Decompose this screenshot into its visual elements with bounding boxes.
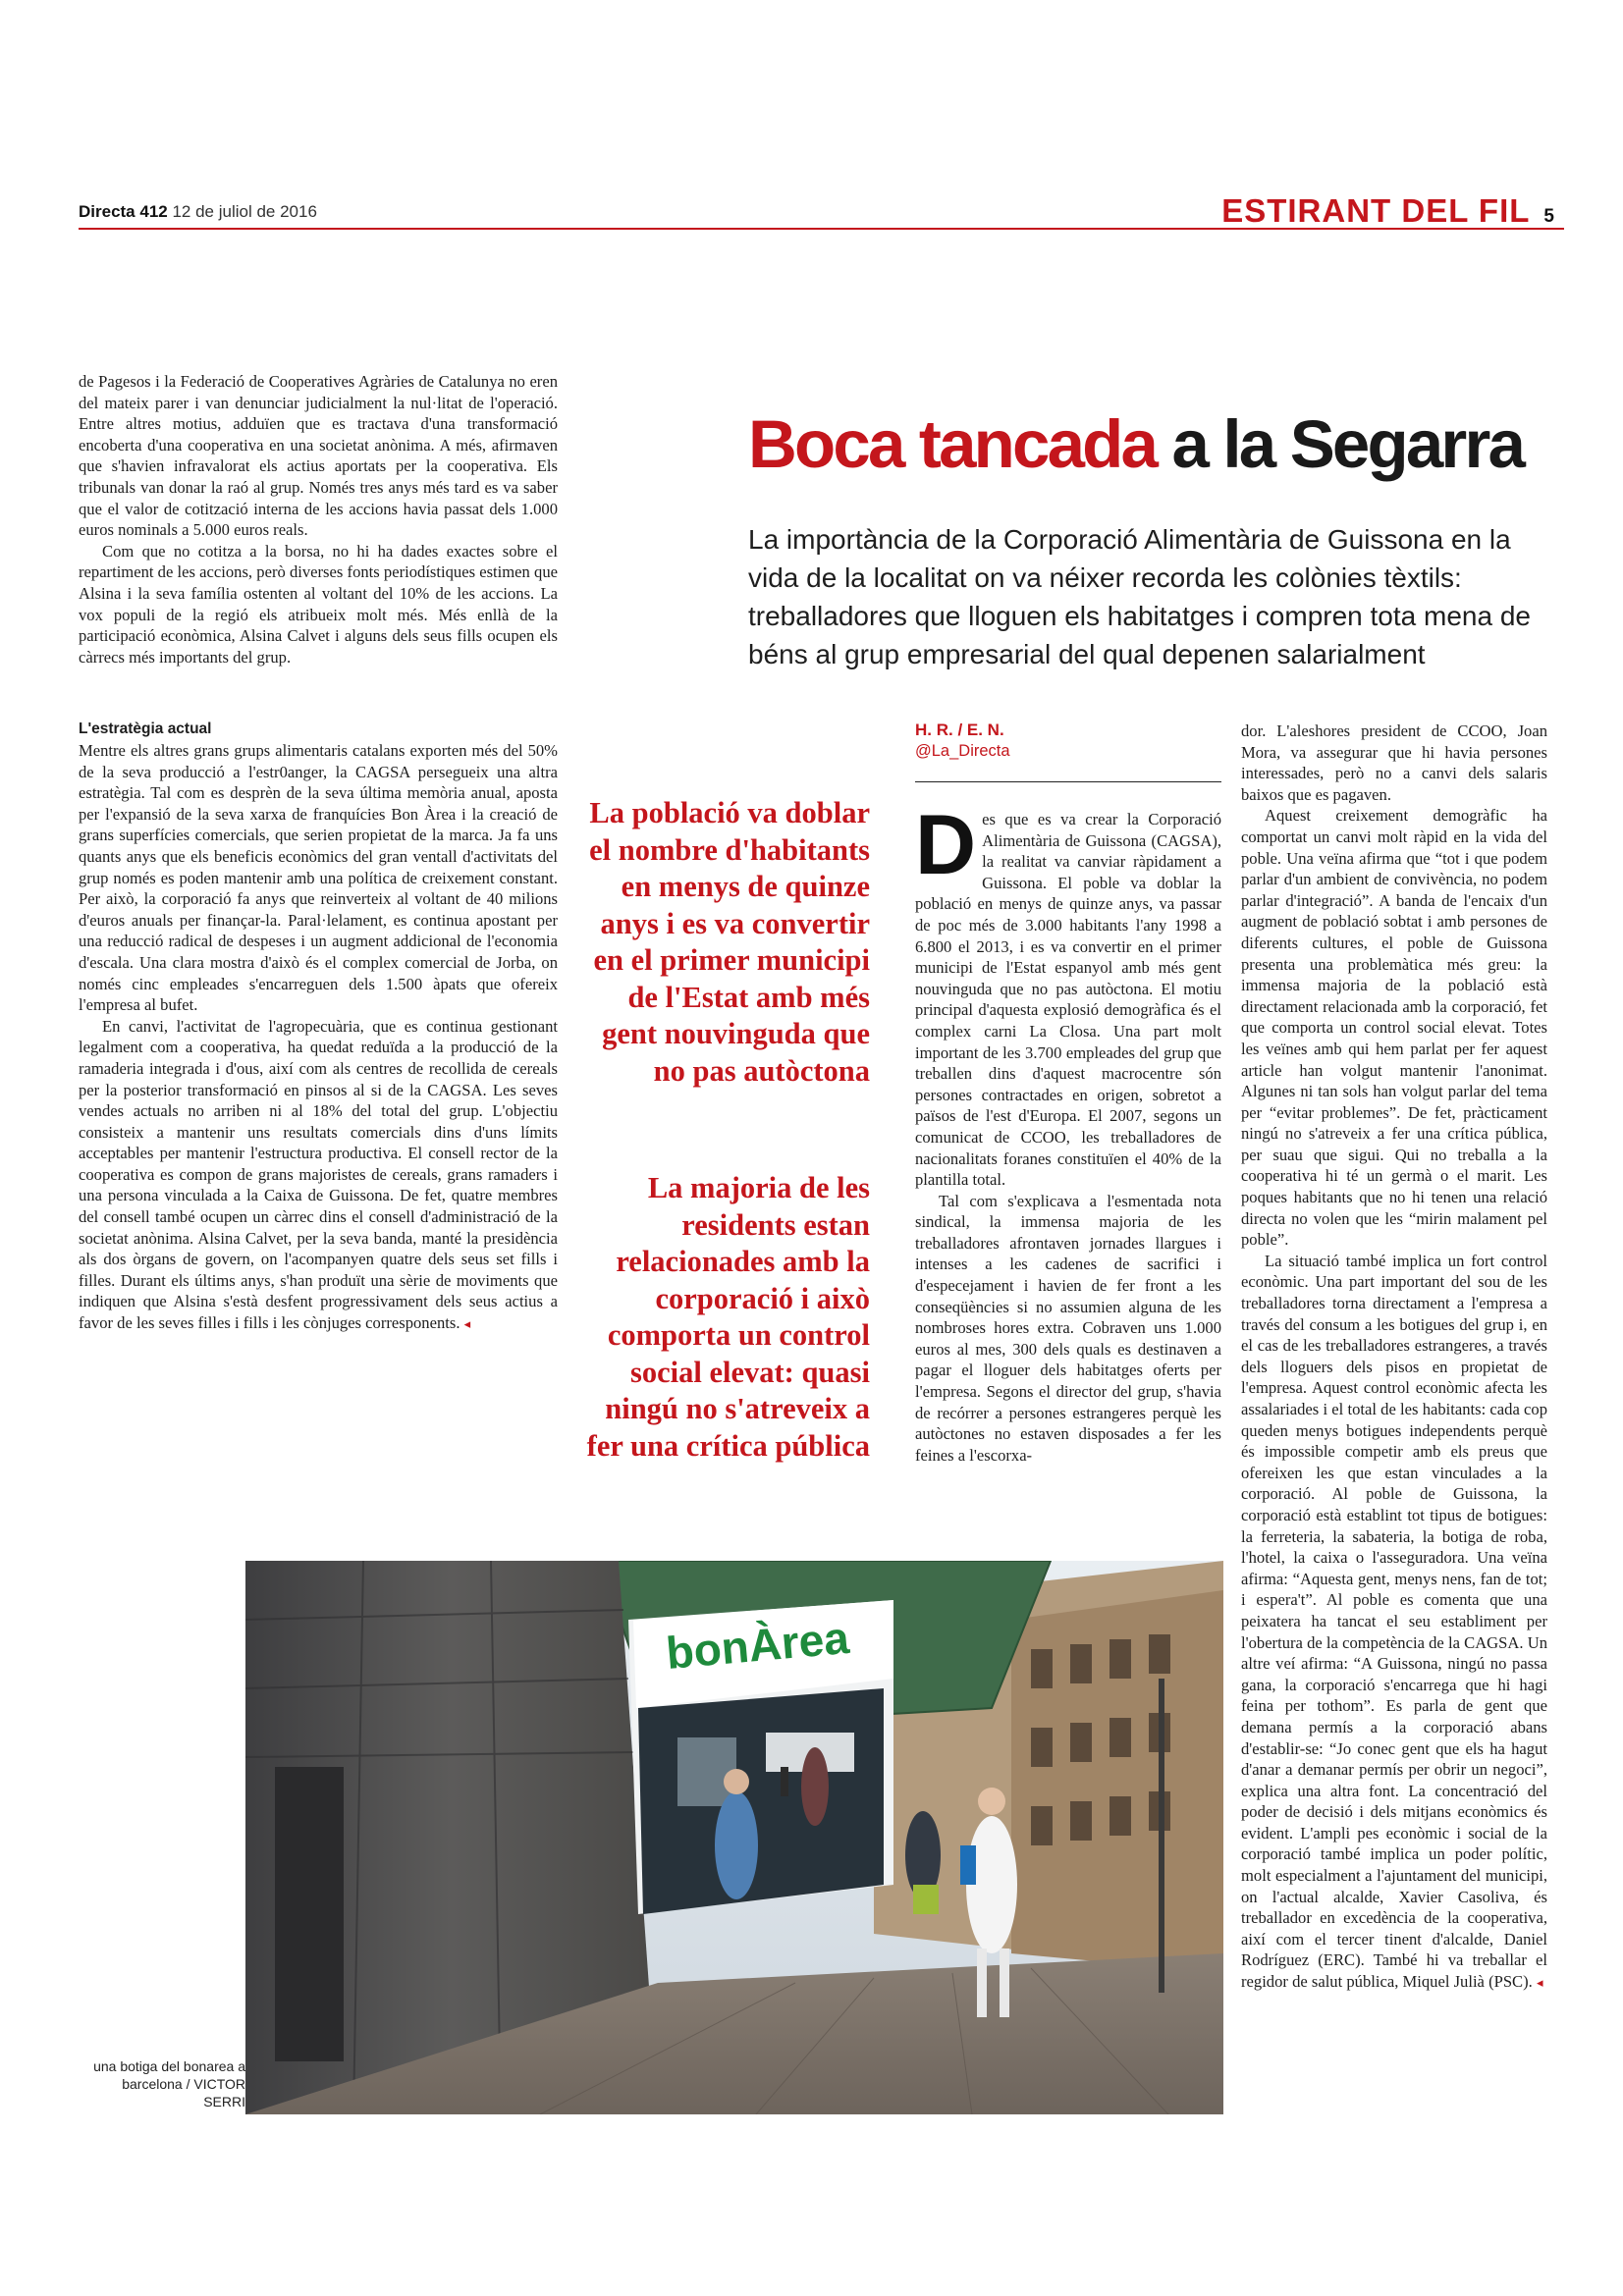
standfirst: La importància de la Corporació Alimentària de Guissona en la vida de la localitat on va néixer recorda les colònies tèxtils: treballadores que lloguen els habitatges i compren tota mena de béns al grup empresarial del qual depenen salarialment (748, 524, 1531, 669)
paragraph: Mentre els altres grans grups alimentaris catalans exporten més del 50% de la seva producció a l'estr0anger, la CAGSA persegueix una altra estratègia. Tal com es desprèn de la seva última memòria anual, aposta per l'expansió de la seva xarxa de franquícies Bon Àrea i la creació de grans superfícies comercials, que serien propietat de la marca. Ja fa uns quants anys que els beneficis econòmics del gran ventall d'activitats del grup només es poden mantenir amb una política de creixement constant. Per això, la corporació fa anys que reinverteix al voltant de 40 milions d'euros anuals per finançar-la. Paral·lelament, es continua apostant per una reducció radical de despeses i un augment addicional de l'economia d'escala. Una clara mostra d'això és el complex comercial de Jorba, on només cinc empleades s'encarreguen dels 1.500 àpats que ofereix l'empresa al bufet. (79, 741, 558, 1015)
byline (915, 721, 1010, 761)
store-sign-text: bonÀrea (664, 1611, 851, 1679)
headline-red: Boca tancada (748, 406, 1157, 482)
section-title: ESTIRANT DEL FIL (1221, 192, 1531, 229)
header-rule (79, 228, 1564, 230)
end-mark-icon: ◂ (463, 1316, 471, 1332)
paragraph: La situació també implica un fort control econòmic. Una part important del sou de les treballadores torna directament a l'empresa a través del consum a les botigues del grup i, en el cas de les treballadores estrangeres, a través dels lloguers dels pisos en propietat de l'empresa. Aquest control econòmic afecta les assalariades i el total de les habitants: cada cop queden menys botigues independents perquè és impossible competir amb els preus que ofereixen les que estan vinculades a la corporació. Al poble de Guissona, la corporació està establint tot tipus de botigues: la ferreteria, la sabateria, la botiga de roba, l'hotel, la caixa o l'asseguradora. Una veïna afirma: “Aquesta gent, menys nens, fan de tot; i espera't”. Al poble es comenta que una peixatera ha tancat el seu establiment per l'obertura de la competència de la CAGSA. Un altre veí afirma: “A Guissona, ningú no passa gana, la corporació s'encarrega que hi hagi feina per tothom”. Es parla de gent que demana permís a la corporació abans d'establir-se: “Jo conec gent que els ha hagut d'anar a demanar permís per obrir un negoci”, explica una altra font. La concentració del poder de decisió i dels mitjans econòmics és evident. L'ampli pes econòmic i social de la corporació també implica un poder polític, molt especialment a l'ajuntament del municipi, on l'actual alcalde, Xavier Casoliva, és treballador en excedència de la cooperativa, així com el tercer tinent d'alcalde, Daniel Rodríguez (ERC). També hi va treballar el regidor de salut pública, Miquel Julià (PSC). ◂ (1241, 1251, 1547, 1992)
paragraph: Aquest creixement demogràfic ha comportat un canvi molt ràpid en la vida del poble. Una veïna afirma que “tot i que podem parlar d'un ambient de convivència, no podem parlar d'integració”. A banda de l'encaix d'un augment de població sobtat i amb persones de diferents cultures, el poble de Guissona presenta una problemàtica més greu: la immensa majoria de la població està directament relacionada amb la corporació, fet que comporta un control social elevat. Totes les veïnes amb qui hem parlat per fer aquest article han volgut mantenir l'anonimat. Algunes ni tan sols han volgut parlar del tema per “evitar problemes”. De fet, pràcticament ningú no s'atreveix a fer una crítica pública, per suau que sigui. Qui no treballa a la cooperativa hi té un germà o el marit. Les poques habitants que no hi tenen una relació directa no volen que les “mirin malament pel poble”. (1241, 806, 1547, 1250)
headline-black: a la Segarra (1171, 406, 1524, 482)
column-3 (915, 798, 1221, 1466)
subheading: L'estratègia actual (79, 721, 212, 737)
paragraph: Tal com s'explicava a l'esmentada nota sindical, la immensa majoria de les treballadores afrontaven jornades llargues i intenses a les cadenes de sacrifici i d'especejament i havien de fer front a les conseqüències si no assumien alguna de les nombroses hores extra. Cobraven uns 1.000 euros al mes, 300 dels quals es destinaven a pagar el lloguer dels habitatges oferts per l'empresa. Segons el director del grup, s'havia de recórrer a persones estrangeres perquè les autòctones no estaven disposades a fer les feines a l'escorxa- (915, 1191, 1221, 1465)
page-number: 5 (1543, 206, 1554, 227)
drop-cap: D (915, 798, 977, 892)
byline-rule (915, 781, 1221, 782)
column-4 (1241, 721, 1547, 1994)
byline-handle: @La_Directa (915, 742, 1010, 760)
issue-date: 12 de juliol de 2016 (172, 202, 317, 221)
headline (748, 406, 1524, 482)
paragraph: dor. L'aleshores president de CCOO, Joan Mora, va assegurar que hi havia persones interessades, però no a canvi dels salaris baixos que es pagaven. (1241, 721, 1547, 804)
end-mark-icon: ◂ (1536, 1975, 1543, 1991)
running-header-left (79, 202, 317, 222)
paragraph: En canvi, l'activitat de l'agropecuària, que es continua gestionant legalment com a cooperativa, ha quedat reduïda a la producció de la ramaderia integrada i d'ous, així com als centres de recollida de cereals per la posterior transformació en pinsos al si de la CAGSA. Les seves vendes actuals no arriben ni al 18% del total del grup. L'objectiu consisteix a mantenir uns resultats comercials dins d'uns límits acceptables per mantenir l'estructura productiva. El consell rector de la cooperativa es compon de grans majoristes de cereals, grans ramaders i una persona vinculada a la Caixa de Guissona. De fet, quatre membres del consell també ocupen un càrrec dins el consell d'administració de la societat anònima. Alsina Calvet, per la seva banda, manté la presidència als dos òrgans de govern, on l'acompanyen quatre dels seus set fills i filles. Durant els últims anys, s'han produït una sèrie de moviments que indiquen que Alsina s'està desfent progressivament dels seus actius a favor de les seves filles i fills i les cònjuges corresponents. ◂ (79, 1016, 558, 1333)
publication-name: Directa 412 (79, 202, 168, 221)
paragraph: de Pagesos i la Federació de Cooperatives Agràries de Catalunya no eren del mateix parer i van denunciar judicialment la nul·litat de l'operació. Entre altres motius, adduïen que es tractava d'una transformació encoberta d'una cooperativa en una societat anònima. A més, afirmaven que s'havien infravalorat els actius aportats per la cooperativa. Els tribunals van donar la raó al grup. Només tres anys més tard es va saber que el valor de cotització interna de les accions havia passat dels 1.000 euros nominals a 5.000 euros reals. (79, 372, 558, 540)
column-1-top (79, 371, 558, 667)
pull-quote: La població va doblar el nombre d'habitants en menys de quinze anys i es va convertir en el primer municipi de l'Estat amb més gent nouvinguda que no pas autòctona (589, 796, 870, 1088)
pull-quote: La majoria de les residents estan relacionades amb la corporació i això comporta un control social elevat: quasi ningú no s'atreveix a fer una crítica pública (586, 1171, 870, 1463)
photo-caption: una botiga del bonarea a barcelona / VICTOR SERRI (93, 2058, 245, 2109)
street-photo (245, 1561, 1223, 2114)
lead-paragraph: Des que es va crear la Corporació Alimentària de Guissona (CAGSA), la realitat va canviar ràpidament a Guissona. El poble va doblar la població en menys de quinze anys, va passar de poc més de 3.000 habitants l'any 1998 a 6.800 el 2013, i es va convertir en el primer municipi de l'Estat espanyol amb més gent nouvinguda que no pas autòctona. El motiu principal d'aquesta explosió demogràfica és el complex carni La Closa. Una part molt important de les 3.700 empleades del grup que treballen dins d'aquest macrocentre són persones contractades en origen, sobretot a països de l'est d'Europa. El 2007, segons un comunicat de CCOO, les treballadores de nacionalitats foranes constituïen el 40% de la plantilla total. (915, 798, 1221, 1190)
byline-authors: H. R. / E. N. (915, 721, 1004, 739)
column-1-bottom (79, 721, 558, 1335)
running-header-right (1221, 192, 1554, 230)
paragraph: Com que no cotitza a la borsa, no hi ha dades exactes sobre el repartiment de les accions, però diverses fonts periodístiques estimen que Alsina i la seva família ostenten al voltant del 10% de les accions. La vox populi de la regió els atribueix molt més. Més enllà de la participació econòmica, Alsina Calvet i alguns dels seus fills ocupen els càrrecs més importants del grup. (79, 541, 558, 667)
